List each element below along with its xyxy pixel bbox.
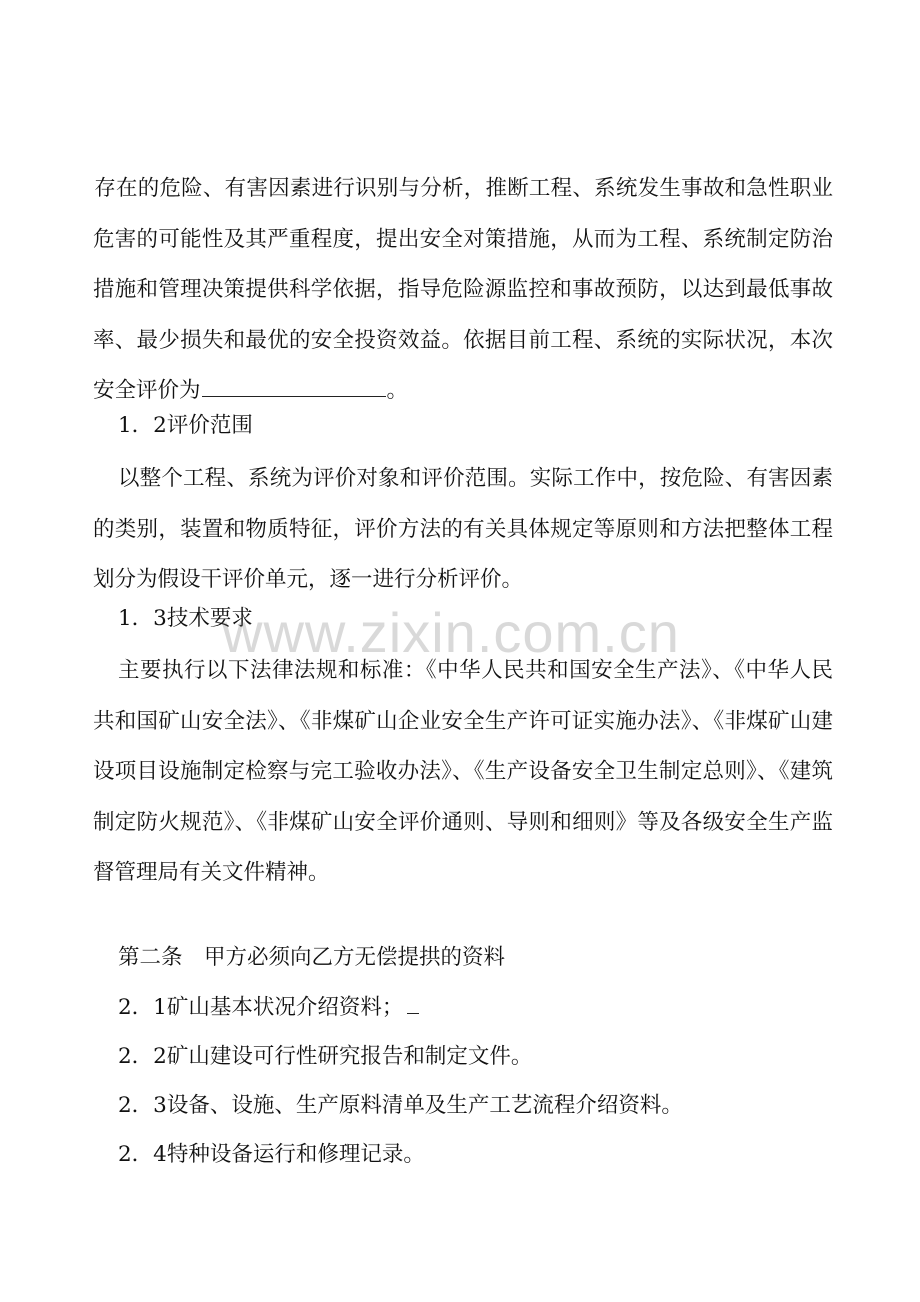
article-2-item: 2．3设备、设施、生产原料清单及生产工艺流程介绍资料。: [118, 1093, 683, 1118]
article-2-heading: 第二条 甲方必须向乙方无偿提拱的资料: [118, 945, 506, 970]
article-2-item-text: 2．1矿山基本状况介绍资料；: [118, 995, 404, 1020]
fill-in-blank-short: [407, 1012, 419, 1014]
article-2-item: 2．2矿山建设可行性研究报告和制定文件。: [118, 1044, 533, 1069]
section-1-2-heading: 1．2评价范围: [118, 413, 253, 438]
paragraph-intro-text: 存在的危险、有害因素进行识别与分析，推断工程、系统发生事故和急性职业危害的可能性及其严重程度，提出安全对策措施，从而为工程、系统制定防治措施和管理决策提供科学依据，指导危险源监控和事故预防，以达到最低事故率、最少损失和最优的安全投资效益。依据目前工程、系统的实际状况，本次安全评价为: [93, 176, 833, 403]
paragraph-intro: [93, 164, 833, 417]
section-1-3-heading: 1．3技术要求: [118, 606, 253, 631]
article-2-item: 2．4特种设备运行和修理记录。: [118, 1142, 425, 1167]
watermark: www.zixin.com.cn: [222, 601, 680, 664]
section-1-2-body: 以整个工程、系统为评价对象和评价范围。实际工作中，按危险、有害因素的类别，装置和物质特征，评价方法的有关具体规定等原则和方法把整体工程划分为假设干评价单元，逐一进行分析评价。: [93, 466, 833, 592]
fill-in-blank: [202, 395, 386, 397]
article-2-item: [118, 992, 419, 1024]
section-1-3-body: 主要执行以下法律法规和标准：《中华人民共和国安全生产法》、《中华人民共和国矿山安全法》、《非煤矿山企业安全生产许可证实施办法》、《非煤矿山建设项目设施制定检察与完工验收办法》、《生产设备安全卫生制定总则》、《建筑制定防火规范》、《非煤矿山安全评价通则、导则和细则》等及各级安全生产监督管理局有关文件精神。: [93, 658, 833, 885]
paragraph-intro-suffix: 。: [386, 378, 409, 403]
